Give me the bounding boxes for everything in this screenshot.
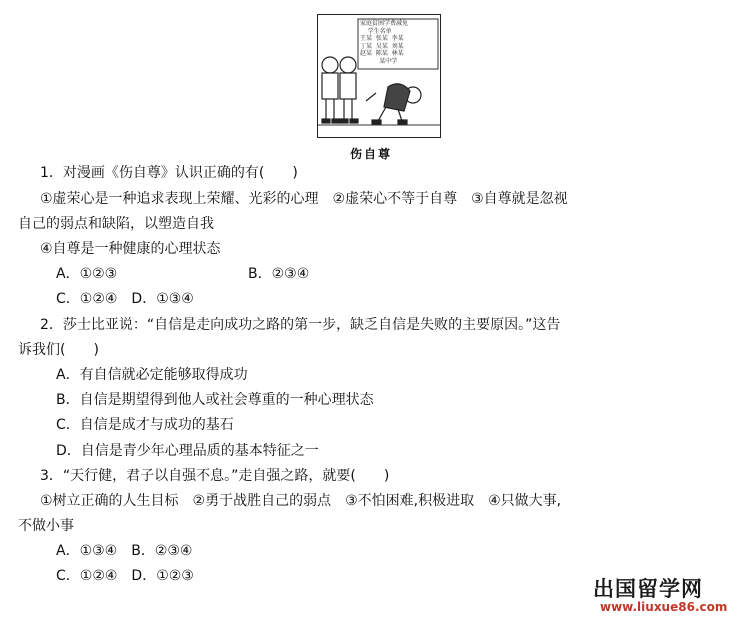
question-2-stem: 2．莎士比亚说：“自信是走向成功之路的第一步，缺乏自信是失败的主要原因。”这告 (40, 317, 561, 333)
question-1-item: ①虚荣心是一种追求表现上荣耀、光彩的心理 ②虚荣心不等于自尊 ③自尊就是忽视 (40, 191, 568, 207)
question-3-item: ①树立正确的人生目标 ②勇于战胜自己的弱点 ③不怕困难,积极进取 ④只做大事, (40, 493, 562, 509)
question-2-option-b: B．自信是期望得到他人或社会尊重的一种心理状态 (56, 392, 374, 408)
question-3-item: 不做小事 (18, 518, 74, 534)
question-3-option-cd: C．①②④ D．①②③ (56, 568, 194, 584)
question-1-option-cd: C．①②④ D．①③④ (56, 291, 194, 307)
watermark-title: 出国留学网 (593, 577, 703, 601)
question-1-option-a: A．①②③ (56, 266, 118, 282)
question-3-option-ab: A．①③④ B．②③④ (56, 543, 193, 559)
cartoon-caption: 伤自尊 (350, 147, 393, 161)
question-1-item: 自己的弱点和缺陷，以塑造自我 (18, 216, 214, 232)
question-2-option-d: D．自信是青少年心理品质的基本特征之一 (56, 443, 319, 459)
question-2-stem-cont: 诉我们( ) (18, 342, 99, 358)
question-1-option-b: B．②③④ (248, 266, 310, 282)
question-2-option-a: A．有自信就必定能够取得成功 (56, 367, 248, 383)
cartoon-notice-board: 家庭贫困学费减免 学生名单 王某 张某 李某 丁某 吴某 刘某 赵某 陈某 林某 某中学 (360, 20, 409, 65)
question-1-stem: 1．对漫画《伤自尊》认识正确的有( ) (40, 165, 298, 181)
watermark-url[interactable]: www.liuxue86.com (600, 600, 728, 614)
question-3-stem: 3．“天行健，君子以自强不息。”走自强之路，就要( ) (40, 468, 390, 484)
question-2-option-c: C．自信是成才与成功的基石 (56, 417, 234, 433)
question-1-item: ④自尊是一种健康的心理状态 (40, 241, 221, 257)
